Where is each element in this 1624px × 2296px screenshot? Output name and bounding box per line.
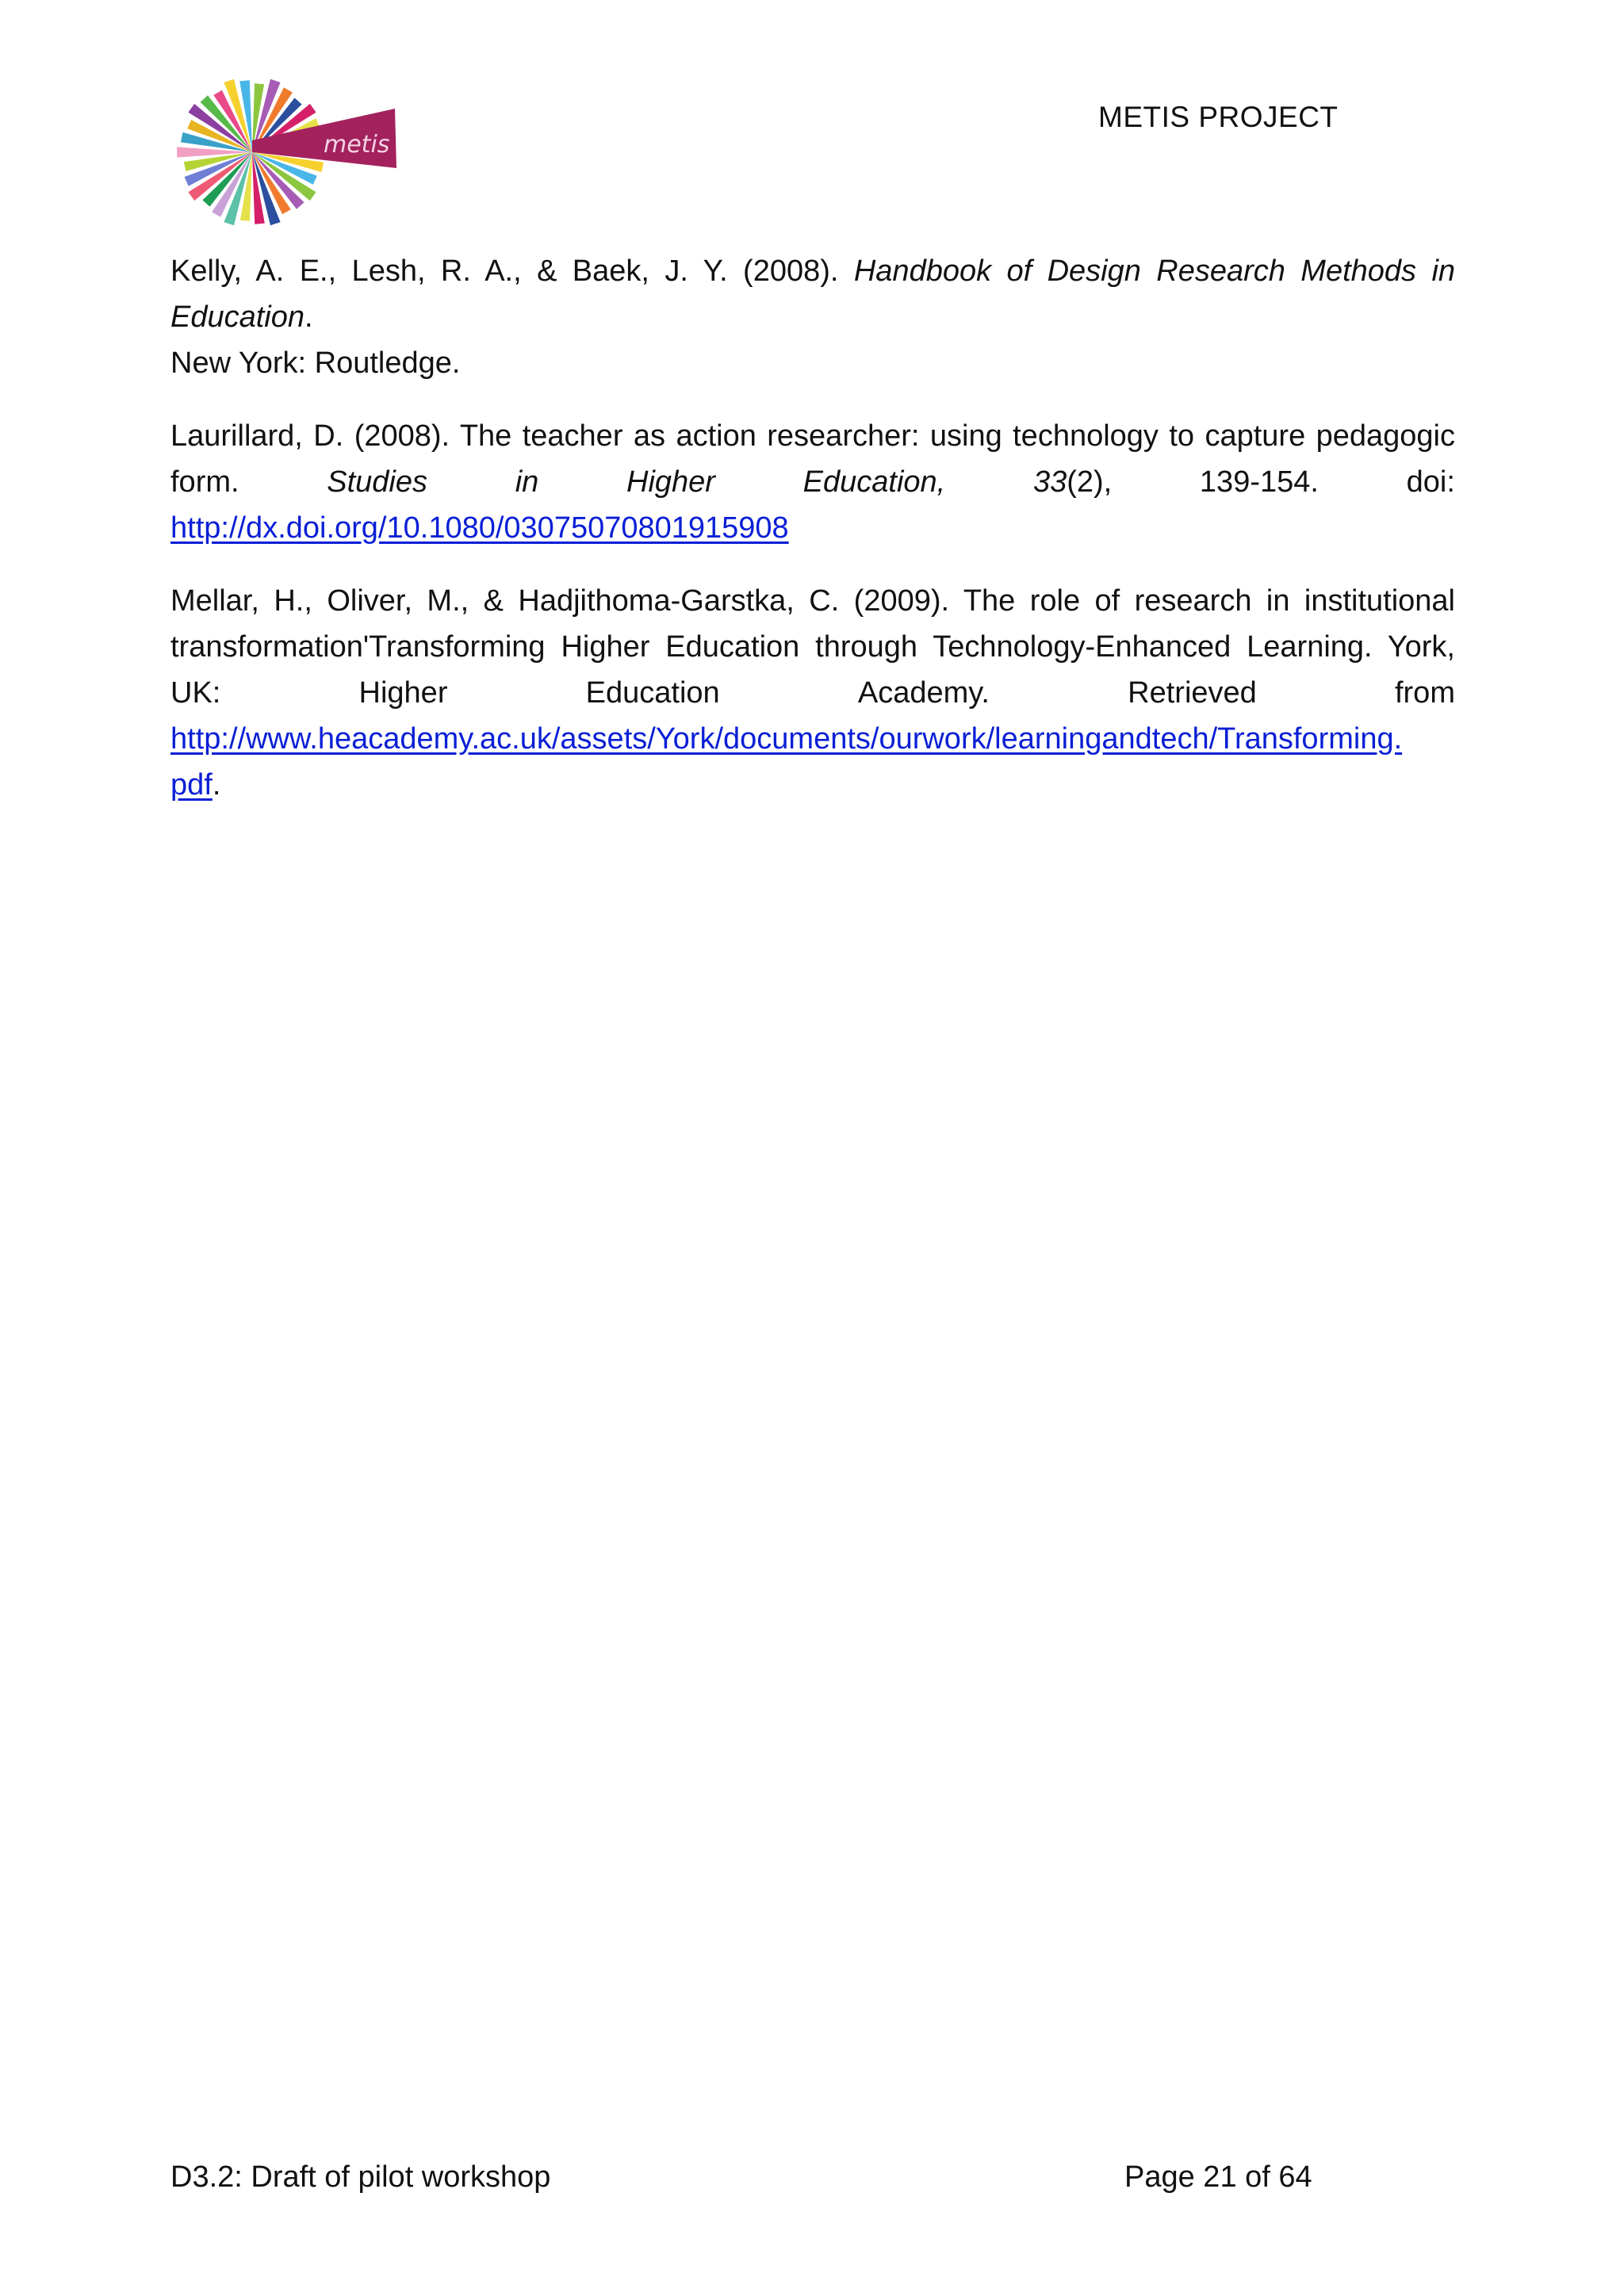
ref-journal-line: [170, 459, 1455, 505]
reference-mellar: [170, 578, 1455, 808]
ref-volume: 33: [1032, 465, 1067, 499]
header-title: METIS PROJECT: [1098, 101, 1339, 133]
ref-punct: .: [212, 768, 221, 802]
ref-issue: (2),: [1067, 465, 1113, 499]
ref-publisher: New York: Routledge.: [170, 346, 461, 380]
ref-journal-word: Studies: [327, 465, 428, 499]
ref-title: Handbook of Design Research Methods in Education: [170, 254, 1456, 334]
logo-ray: [177, 147, 252, 157]
ref-pages: 139-154.: [1199, 465, 1319, 499]
ref-publisher-line: [170, 670, 1455, 716]
ref-journal-word: Higher: [626, 465, 715, 499]
ref-word: form.: [170, 465, 239, 499]
ref-journal-word: in: [515, 465, 539, 499]
heacademy-link[interactable]: http://www.heacademy.ac.uk/assets/York/documents/ourwork/learningandtech/Transforming.: [170, 722, 1403, 756]
ref-word: Retrieved: [1128, 676, 1257, 710]
ref-punct: .: [304, 300, 313, 334]
ref-line: transformation'Transforming Higher Education through Technology-Enhanced Learning. York,: [170, 630, 1455, 664]
footer-page-number: Page 21 of 64: [1124, 2160, 1312, 2194]
ref-line: Laurillard, D. (2008). The teacher as action researcher: using technology to capture pedagogic: [170, 419, 1455, 453]
ref-word: Education: [585, 676, 720, 710]
logo-text: metis: [324, 131, 390, 159]
ref-word: from: [1394, 676, 1455, 710]
ref-journal-word: Education,: [802, 465, 946, 499]
ref-word: Academy.: [857, 676, 990, 710]
reference-kelly: [170, 248, 1455, 386]
ref-word: UK:: [170, 676, 221, 710]
references-list: [170, 248, 1455, 835]
ref-line: Mellar, H., Oliver, M., & Hadjithoma-Garstka, C. (2009). The role of research in institutional: [170, 584, 1455, 618]
reference-laurillard: [170, 413, 1455, 551]
heacademy-link-cont[interactable]: pdf: [170, 768, 213, 802]
metis-logo: [173, 73, 403, 243]
ref-doi-label: doi:: [1406, 465, 1455, 499]
ref-authors: Kelly, A. E., Lesh, R. A., & Baek, J. Y. (2008).: [170, 254, 839, 288]
doi-link[interactable]: http://dx.doi.org/10.1080/03075070801915908: [170, 511, 789, 545]
footer-document-id: D3.2: Draft of pilot workshop: [170, 2160, 551, 2194]
ref-word: Higher: [358, 676, 448, 710]
